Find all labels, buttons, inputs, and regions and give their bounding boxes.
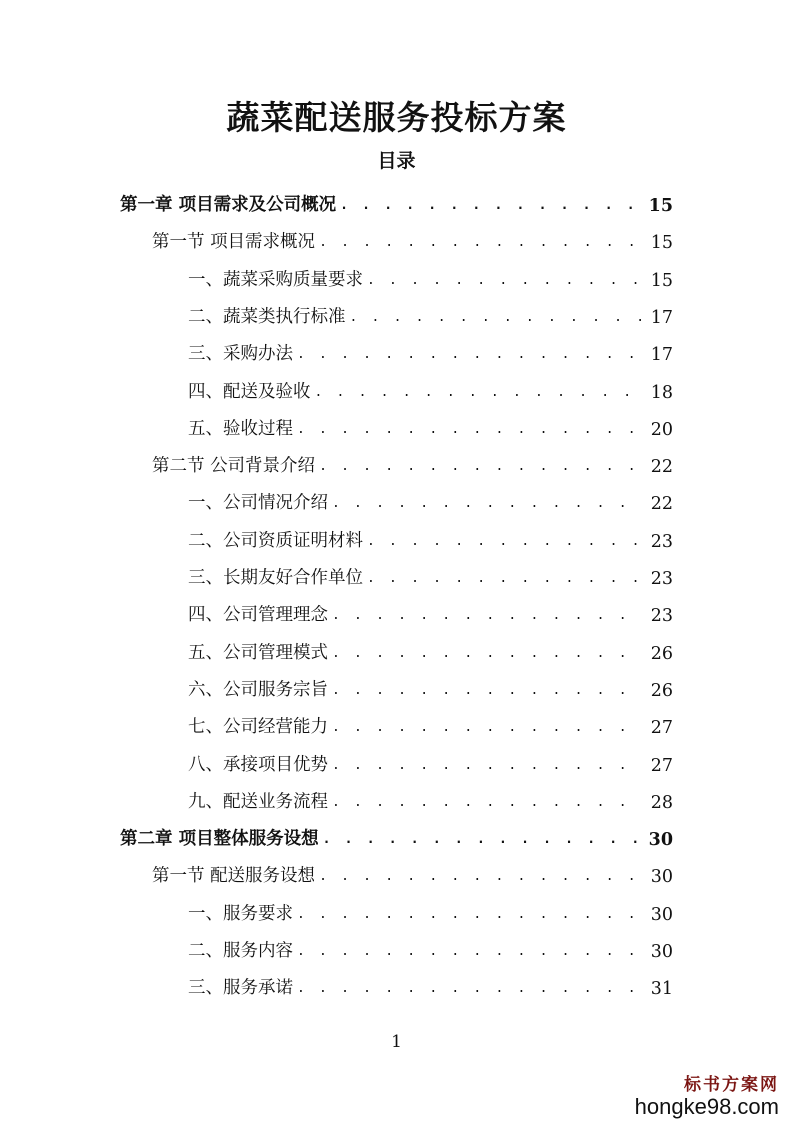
toc-dot-leader bbox=[319, 233, 643, 253]
toc-entry[interactable] bbox=[188, 484, 673, 514]
toc-dot-leader bbox=[332, 681, 643, 701]
toc-entry-label: 一、蔬菜采购质量要求 bbox=[188, 269, 363, 290]
toc-entry[interactable] bbox=[188, 746, 673, 776]
toc-entry[interactable] bbox=[188, 335, 673, 365]
toc-dot-leader bbox=[332, 606, 643, 626]
toc-entry-page: 15 bbox=[650, 270, 673, 291]
toc-dot-leader bbox=[332, 793, 643, 813]
toc-dot-leader bbox=[319, 457, 643, 477]
toc-entry-label: 第二章 项目整体服务设想 bbox=[120, 829, 319, 850]
toc-entry-label: 七、公司经营能力 bbox=[188, 717, 328, 738]
toc-dot-leader bbox=[297, 979, 643, 999]
toc-dot-leader bbox=[350, 308, 644, 328]
toc-entry-label: 二、服务内容 bbox=[188, 941, 293, 961]
toc-entry[interactable] bbox=[188, 596, 673, 626]
toc-entry-label: 第二节 公司背景介绍 bbox=[152, 456, 316, 477]
toc-entry-page: 30 bbox=[648, 830, 673, 851]
toc-entry[interactable] bbox=[188, 559, 673, 589]
toc-entry-label: 第一节 项目需求概况 bbox=[152, 232, 316, 253]
toc-dot-leader bbox=[367, 271, 643, 291]
toc-entry-label: 二、蔬菜类执行标准 bbox=[188, 306, 346, 327]
toc-entry-page: 27 bbox=[650, 755, 673, 776]
toc-entry[interactable] bbox=[188, 410, 673, 440]
toc-entry[interactable] bbox=[188, 969, 673, 999]
toc-entry-page: 30 bbox=[650, 904, 673, 925]
toc-entry-page: 15 bbox=[650, 233, 673, 254]
toc-dot-leader bbox=[340, 196, 643, 216]
toc-entry[interactable] bbox=[152, 857, 673, 887]
toc-entry-label: 九、配送业务流程 bbox=[188, 791, 328, 812]
toc-entry[interactable] bbox=[188, 634, 673, 664]
toc-entry[interactable] bbox=[188, 261, 673, 291]
toc-entry-page: 22 bbox=[650, 494, 673, 515]
toc-entry[interactable] bbox=[152, 447, 673, 477]
toc-entry-page: 30 bbox=[650, 942, 673, 962]
document-title: 蔬菜配送服务投标方案 bbox=[226, 98, 567, 137]
toc-entry-page: 26 bbox=[650, 680, 673, 701]
toc-dot-leader bbox=[315, 383, 644, 403]
toc-entry-label: 第一章 项目需求及公司概况 bbox=[120, 195, 337, 215]
toc-entry-page: 30 bbox=[650, 867, 673, 888]
toc-entry[interactable] bbox=[188, 708, 673, 738]
toc-entry-label: 四、配送及验收 bbox=[188, 381, 311, 402]
toc-entry[interactable] bbox=[188, 895, 673, 925]
toc-dot-leader bbox=[297, 905, 643, 925]
toc-dot-leader bbox=[332, 756, 643, 776]
toc-entry-page: 17 bbox=[650, 345, 673, 366]
watermark bbox=[635, 1070, 779, 1119]
toc-entry-label: 三、长期友好合作单位 bbox=[188, 568, 363, 588]
toc-entry-page: 27 bbox=[650, 718, 673, 739]
toc-entry-label: 五、验收过程 bbox=[188, 418, 293, 439]
toc-entry-label: 一、服务要求 bbox=[188, 903, 293, 924]
toc-dot-leader bbox=[297, 345, 643, 365]
toc-entry[interactable] bbox=[152, 223, 673, 253]
page-number: 1 bbox=[391, 1032, 402, 1052]
toc-entry-page: 17 bbox=[650, 307, 673, 328]
toc-entry-label: 三、采购办法 bbox=[188, 344, 293, 365]
toc-dot-leader bbox=[323, 830, 643, 850]
toc-dot-leader bbox=[297, 420, 643, 440]
toc-entry[interactable] bbox=[188, 373, 673, 403]
toc-entry-label: 四、公司管理理念 bbox=[188, 605, 328, 626]
toc-entry-label: 三、服务承诺 bbox=[188, 978, 293, 999]
toc-entry-label: 八、承接项目优势 bbox=[188, 754, 328, 775]
toc-dot-leader bbox=[332, 644, 643, 664]
toc-dot-leader bbox=[332, 718, 643, 738]
toc-entry-page: 23 bbox=[650, 531, 673, 552]
watermark-url: hongke98.com bbox=[634, 1094, 779, 1119]
toc-entry-page: 15 bbox=[648, 196, 673, 216]
toc-dot-leader bbox=[367, 532, 643, 552]
toc-dot-leader bbox=[332, 494, 643, 514]
toc-entry[interactable] bbox=[120, 820, 673, 850]
toc-dot-leader bbox=[297, 942, 643, 962]
toc-entry[interactable] bbox=[188, 522, 673, 552]
toc-entry[interactable] bbox=[188, 932, 673, 962]
toc-dot-leader bbox=[367, 569, 643, 589]
toc-entry-page: 23 bbox=[650, 606, 673, 627]
toc-entry-page: 20 bbox=[650, 419, 673, 440]
toc-entry-page: 26 bbox=[650, 643, 673, 664]
toc-entry[interactable] bbox=[188, 671, 673, 701]
toc-entry[interactable] bbox=[188, 783, 673, 813]
toc-entry-page: 23 bbox=[650, 569, 673, 589]
toc-entry-page: 31 bbox=[650, 979, 673, 1000]
toc-entry-label: 一、公司情况介绍 bbox=[188, 493, 328, 514]
toc-entry[interactable] bbox=[188, 298, 673, 328]
toc-entry-page: 18 bbox=[650, 382, 673, 403]
watermark-site-name: 标书方案网 bbox=[684, 1075, 779, 1095]
toc-heading: 目录 bbox=[377, 150, 416, 172]
toc-dot-leader bbox=[319, 867, 643, 887]
toc-entry-page: 28 bbox=[650, 792, 673, 813]
toc-entry-label: 五、公司管理模式 bbox=[188, 642, 328, 663]
toc-entry-label: 第一节 配送服务设想 bbox=[152, 866, 316, 887]
toc-entry-page: 22 bbox=[650, 457, 673, 478]
toc-entry-label: 二、公司资质证明材料 bbox=[188, 530, 363, 551]
toc-entry[interactable] bbox=[120, 186, 673, 216]
toc-entry-label: 六、公司服务宗旨 bbox=[188, 679, 328, 700]
